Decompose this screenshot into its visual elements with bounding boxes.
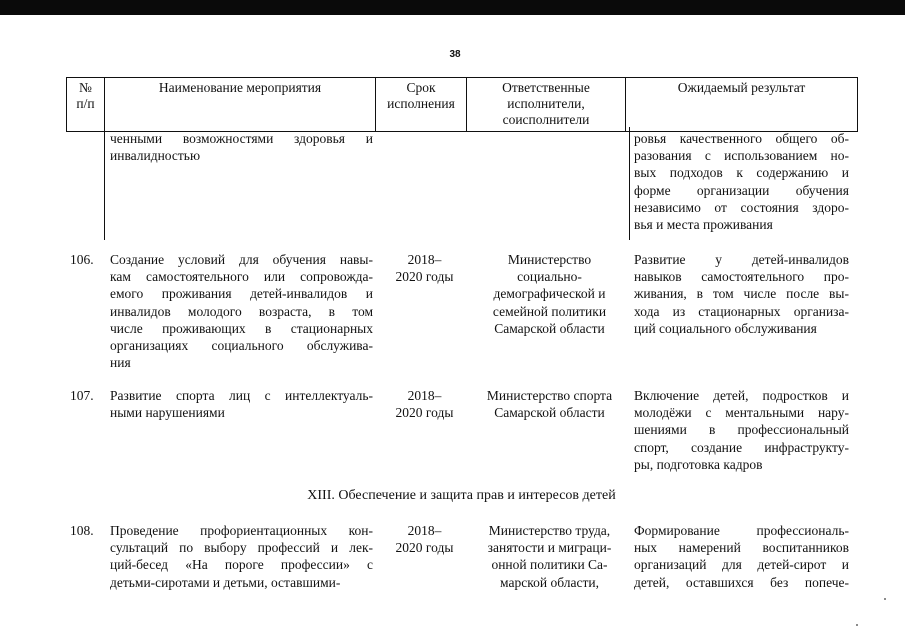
text-line: занятости и миграци- <box>487 540 612 556</box>
text-line: 2018– <box>407 388 442 403</box>
text-line: вья и места проживания <box>634 217 773 233</box>
text-line: онной политики Са- <box>491 557 608 573</box>
scan-speck <box>856 624 858 626</box>
page-top-border <box>0 0 905 15</box>
text-line: навыков самостоятельного про- <box>634 269 849 285</box>
header-term-line: исполнения <box>387 96 455 111</box>
page-number: 38 <box>449 49 461 60</box>
text-line: спорт, создание инфраструкту- <box>634 439 849 455</box>
text-line: кам самостоятельного или сопровожда- <box>110 269 373 285</box>
text-line: ровья качественного общего об- <box>634 131 849 146</box>
row-106-result <box>634 251 849 337</box>
text-line: Министерство <box>507 252 592 267</box>
text-line: инвалидов молодого возраста, в том <box>110 303 373 319</box>
row-107-responsible <box>474 387 625 421</box>
text-line: числе проживающих в стационарных <box>110 320 373 336</box>
text-line: семейной политики <box>492 303 607 319</box>
header-num-line: п/п <box>76 96 95 111</box>
text-line: форме организации обучения <box>634 182 849 198</box>
text-line: хода из стационарных организа- <box>634 303 849 319</box>
text-line: Формирование профессиональ- <box>634 523 849 538</box>
row-106-name <box>110 251 373 371</box>
text-line: Проведение профориентационных кон- <box>110 523 373 538</box>
text-line: ных намерений воспитанников <box>634 540 849 556</box>
text-line: шениями в профессиональный <box>634 422 849 438</box>
text-line: живания, в том числе после вы- <box>634 286 849 302</box>
row-107-num: 107. <box>70 388 94 403</box>
row-107-term <box>379 387 470 421</box>
header-term-line: Срок <box>406 80 436 95</box>
text-line: демографической и <box>493 286 606 302</box>
row-107-name <box>110 387 373 421</box>
header-name-line: Наименование мероприятия <box>158 80 322 95</box>
text-line: Создание условий для обучения навы- <box>110 252 373 267</box>
text-line: молодёжи с ментальными нару- <box>634 405 849 421</box>
text-line: ций социального обслуживания <box>634 320 817 336</box>
text-line: сультаций по выбору профессий и лек- <box>110 540 373 556</box>
header-term <box>376 78 467 132</box>
text-line: Развитие у детей-инвалидов <box>634 252 849 267</box>
header-result <box>626 78 858 132</box>
row-108-result <box>634 522 849 591</box>
text-line: ченными возможностями здоровья и <box>110 131 373 146</box>
column-divider <box>629 127 630 240</box>
header-name <box>105 78 376 132</box>
row-106-responsible <box>474 251 625 337</box>
continuation-name <box>110 130 373 164</box>
header-num <box>67 78 105 132</box>
text-line: организациях социального обслужива- <box>110 338 373 354</box>
text-line: Министерство труда, <box>488 523 611 538</box>
text-line: независимо от состояния здоро- <box>634 199 849 215</box>
header-responsible-line: Ответственные <box>502 80 590 95</box>
text-line: 2018– <box>407 523 442 538</box>
text-line: Включение детей, подростков и <box>634 388 849 403</box>
row-108-term <box>379 522 470 556</box>
text-line: ций-бесед «На пороге профессии» с <box>110 557 373 573</box>
text-line: социально- <box>517 269 582 285</box>
row-108-responsible <box>474 522 625 591</box>
text-line: Развитие спорта лиц с интеллектуаль- <box>110 388 373 403</box>
text-line: емого проживания детей-инвалидов и <box>110 286 373 302</box>
text-line: 2020 годы <box>395 269 454 285</box>
text-line: Самарской области <box>494 405 605 421</box>
column-divider <box>104 127 105 240</box>
header-responsible-line: исполнители, <box>507 96 585 111</box>
text-line: 2020 годы <box>395 540 454 556</box>
header-responsible-line: соисполнители <box>502 112 590 127</box>
text-line: марской области, <box>500 574 599 590</box>
text-line: ры, подготовка кадров <box>634 456 763 472</box>
continuation-result <box>634 130 849 233</box>
scan-speck <box>884 598 886 600</box>
text-line: детьми-сиротами и детьми, оставшими- <box>110 574 341 590</box>
text-line: Министерство спорта <box>486 388 613 403</box>
text-line: организаций для детей-сирот и <box>634 557 849 573</box>
text-line: разования с использованием но- <box>634 148 849 164</box>
text-line: инвалидностью <box>110 148 201 164</box>
row-106-term <box>379 251 470 285</box>
text-line: Самарской области <box>494 320 605 336</box>
header-result-line: Ожидаемый результат <box>677 80 806 95</box>
text-line: вых подходов к содержанию и <box>634 165 849 181</box>
row-108-num: 108. <box>70 523 94 538</box>
text-line: детей, оставшихся без попече- <box>634 574 849 590</box>
header-num-line: № <box>79 80 92 95</box>
text-line: ными нарушениями <box>110 405 225 421</box>
row-108-name <box>110 522 373 591</box>
section-title: XIII. Обеспечение и защита прав и интересов детей <box>307 488 616 503</box>
text-line: 2018– <box>407 252 442 267</box>
header-responsible <box>467 78 626 132</box>
row-107-result <box>634 387 849 473</box>
row-106-num: 106. <box>70 252 94 267</box>
table-header <box>66 77 858 132</box>
text-line: ния <box>110 355 131 371</box>
text-line: 2020 годы <box>395 405 454 421</box>
